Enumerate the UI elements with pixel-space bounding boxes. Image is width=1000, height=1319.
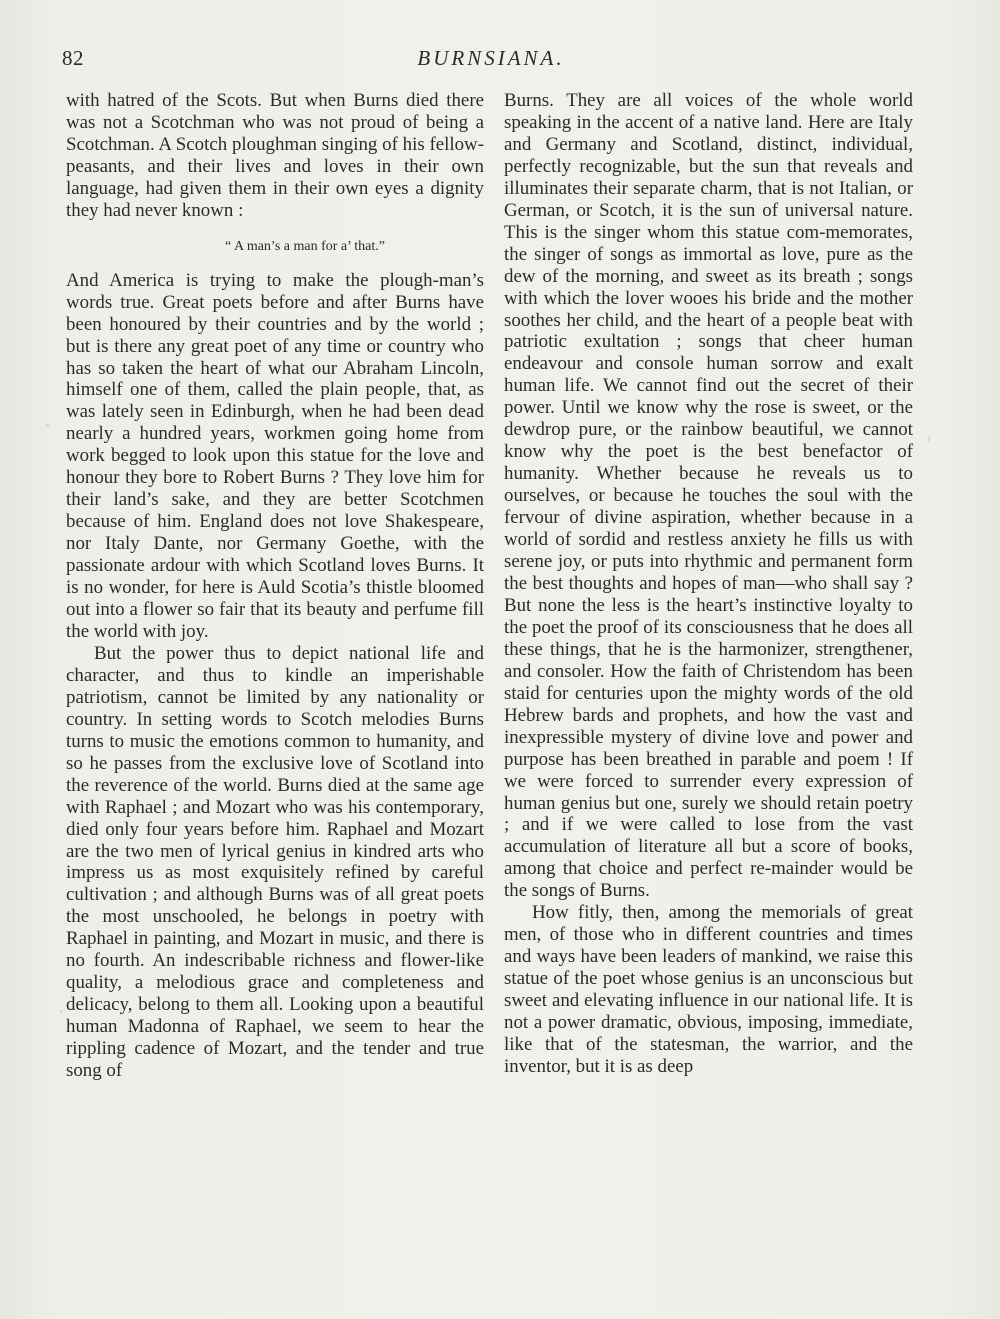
block-quote: “ A man’s a man for a’ that.” — [225, 238, 385, 254]
left-paragraph-3: But the power thus to depict national life and character, and thus to kindle an imperishable patriotism, cannot be limited by any nationality or country. In setting words to Scotch melodies Burns turns to music the emotions common to humanity, and so he passes from the exclusive love of Scotland into the reverence of the world. Burns died at the same age with Raphael ; and Mozart who was his contemporary, died only four years before him. Raphael and Mozart are the two men of lyrical genius in kindred arts who impress us as most exquisitely refined by careful cultivation ; and although Burns was of all great poets the most unschooled, he belongs in poetry with Raphael in painting, and Mozart in music, and there is no fourth. An indescribable richness and flower-like quality, a melodious grace and completeness and delicacy, belong to them all. Looking upon a beautiful human Madonna of Raphael, we seem to hear the rippling cadence of Mozart, and the tender and true song of — [66, 642, 484, 1082]
right-column — [504, 90, 913, 1078]
running-title: BURNSIANA. — [417, 46, 565, 70]
paper-speck — [60, 1010, 63, 1013]
right-paragraph-1: Burns. They are all voices of the whole world speaking in the accent of a native land. Here are Italy and Germany and Scotland, distinct, individual, perfectly recognizable, but the sun that reveals and illuminates their separate charm, that is not Italian, or German, or Scotch, it is the sun of universal nature. This is the singer whom this statue com-memorates, the singer of songs as immortal as love, pure as the dew of the morning, and sweet as its breath ; songs with which the lover wooes his bride and the mother soothes her child, and the heart of a people beat with patriotic exultation ; songs that cheer human endeavour and console human sorrow and exalt human life. We cannot find out the secret of their power. Until we know why the rose is sweet, or the dewdrop pure, or the rainbow beautiful, we cannot know why the poet is the best benefactor of humanity. Whether because he reveals us to ourselves, or because he touches the soul with the fervour of divine aspiration, whether because in a world of sordid and restless anxiety he fills us with serene joy, or puts into rhythmic and permanent form the best thoughts and hopes of man—who shall say ? But none the less is the heart’s instinctive loyalty to the poet the proof of its consciousness that he does all these things, that he is the harmonizer, strengthener, and consoler. How the faith of Christendom has been staid for centuries upon the mighty words of the old Hebrew bards and prophets, and how the vast and inexpressible mystery of divine love and power and purpose has been breathed in parable and poem ! If we were forced to surrender every expression of human genius but one, surely we should retain poetry ; and if we were called to lose from the vast accumulation of literature all but a score of books, among that choice and perfect re-mainder would be the songs of Burns. — [504, 90, 913, 902]
page-header — [62, 46, 920, 76]
left-paragraph-1: with hatred of the Scots. But when Burns died there was not a Scotchman who was not proud of being a Scotchman. A Scotch ploughman singing of his fellow-peasants, and their lives and loves in their own language, had given them in their own eyes a dignity they had never known : — [66, 90, 484, 221]
paper-speck — [928, 436, 930, 442]
page-number: 82 — [62, 46, 84, 70]
paper-speck — [46, 424, 49, 427]
right-paragraph-2: How fitly, then, among the memorials of great men, of those who in different countries and times and ways have been leaders of mankind, we raise this statue of the poet whose genius is an unconscious but sweet and elevating influence in our national life. It is not a power dramatic, obvious, imposing, immediate, like that of the statesman, the warrior, and the inventor, but it is as deep — [504, 902, 913, 1077]
left-paragraph-2: And America is trying to make the plough-man’s words true. Great poets before and after Burns have been honoured by their countries and by the world ; but is there any great poet of any time or country who has so taken the heart of what our Abraham Lincoln, himself one of them, called the plain people, that, as was lately seen in Edinburgh, when he had been dead nearly a hundred years, workmen going home from work begged to look upon this statue for the love and honour they bore to Robert Burns ? They love him for their land’s sake, and they are better Scotchmen because of him. England does not love Shakespeare, nor Italy Dante, nor Germany Goethe, with the passionate ardour with which Scotland loves Burns. It is no wonder, for here is Auld Scotia’s thistle bloomed out into a flower so fair that its beauty and perfume fill the world with joy. — [66, 269, 484, 642]
left-column — [66, 90, 484, 1082]
